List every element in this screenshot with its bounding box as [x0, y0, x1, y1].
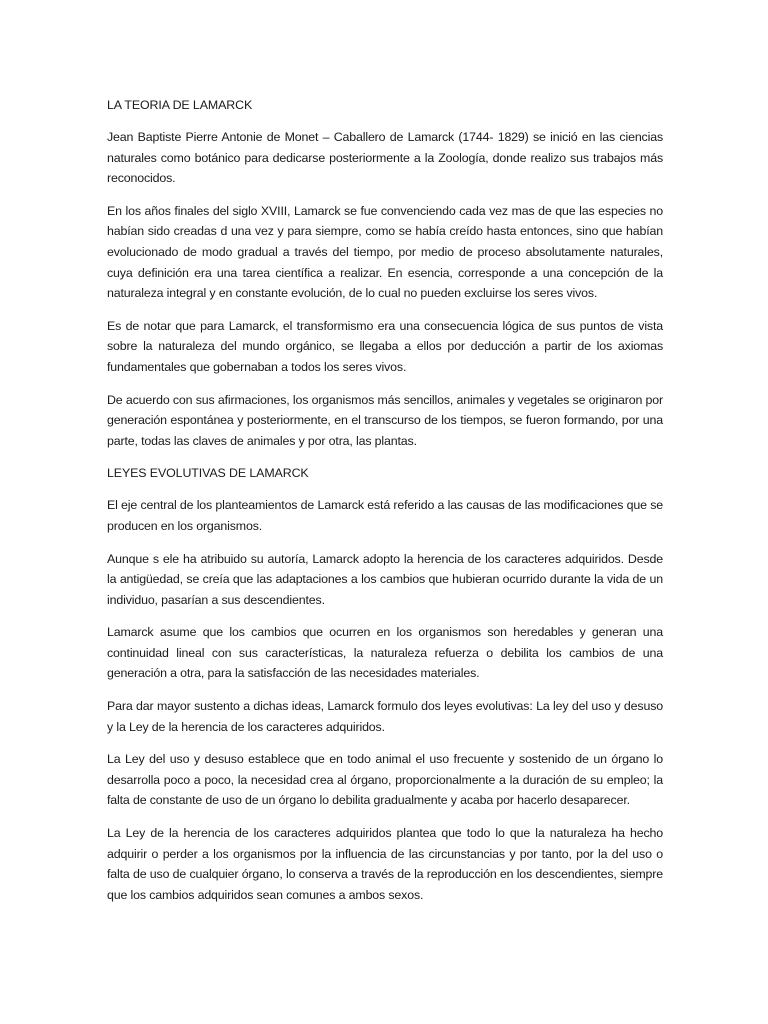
paragraph: La Ley del uso y desuso establece que en todo animal el uso frecuente y sostenido de un órgano lo desarrolla poco a poco, la necesidad crea al órgano, proporcionalmente a la duración de su empleo; la falta de constante de uso de un órgano lo debilita gradualmente y acaba por hacerlo desaparecer. — [107, 752, 663, 808]
paragraph: Jean Baptiste Pierre Antonie de Monet – Caballero de Lamarck (1744- 1829) se inició en las ciencias naturales como botánico para dedicarse posteriormente a la Zoología, donde realizo sus trabajos más reconocidos. — [107, 130, 663, 186]
paragraph: Es de notar que para Lamarck, el transformismo era una consecuencia lógica de sus puntos de vista sobre la naturaleza del mundo orgánico, se llegaba a ellos por deducción a partir de los axiomas fundamentales que gobernaban a todos los seres vivos. — [107, 318, 663, 374]
paragraph: Para dar mayor sustento a dichas ideas, Lamarck formulo dos leyes evolutivas: La ley del uso y desuso y la Ley de la herencia de los caracteres adquiridos. — [107, 699, 663, 734]
section-heading: LEYES EVOLUTIVAS DE LAMARCK — [107, 466, 309, 481]
paragraph: El eje central de los planteamientos de Lamarck está referido a las causas de las modificaciones que se producen en los organismos. — [107, 498, 663, 533]
paragraph: En los años finales del siglo XVIII, Lamarck se fue convenciendo cada vez mas de que las especies no habían sido creadas d una vez y para siempre, como se había creído hasta entonces, sino que habían evolucionado de modo gradual a través del tiempo, por medio de proceso absolutamente naturales, cuya definición era una tarea científica a realizar. En esencia, corresponde a una concepción de la naturaleza integral y en constante evolución, de lo cual no pueden excluirse los seres vivos. — [107, 203, 663, 301]
document-title: LA TEORIA DE LAMARCK — [107, 98, 253, 112]
document-page — [107, 95, 663, 917]
paragraph: Aunque s ele ha atribuido su autoría, Lamarck adopto la herencia de los caracteres adquiridos. Desde la antigüedad, se creía que las adaptaciones a los cambios que hubieran ocurrido durante la vida de un individuo, pasarían a sus descendientes. — [107, 551, 663, 607]
paragraph: De acuerdo con sus afirmaciones, los organismos más sencillos, animales y vegetales se originaron por generación espontánea y posteriormente, en el transcurso de los tiempos, se fueron formando, por una parte, todas las claves de animales y por otra, las plantas. — [107, 392, 663, 448]
paragraph: Lamarck asume que los cambios que ocurren en los organismos son heredables y generan una continuidad lineal con sus características, la naturaleza refuerza o debilita los cambios de una generación a otra, para la satisfacción de las necesidades materiales. — [107, 625, 663, 681]
paragraph: La Ley de la herencia de los caracteres adquiridos plantea que todo lo que la naturaleza ha hecho adquirir o perder a los organismos por la influencia de las circunstancias y por tanto, por la del uso o falta de uso de cualquier órgano, lo conserva a través de la reproducción en los descendientes, siempre que los cambios adquiridos sean comunes a ambos sexos. — [107, 826, 663, 902]
